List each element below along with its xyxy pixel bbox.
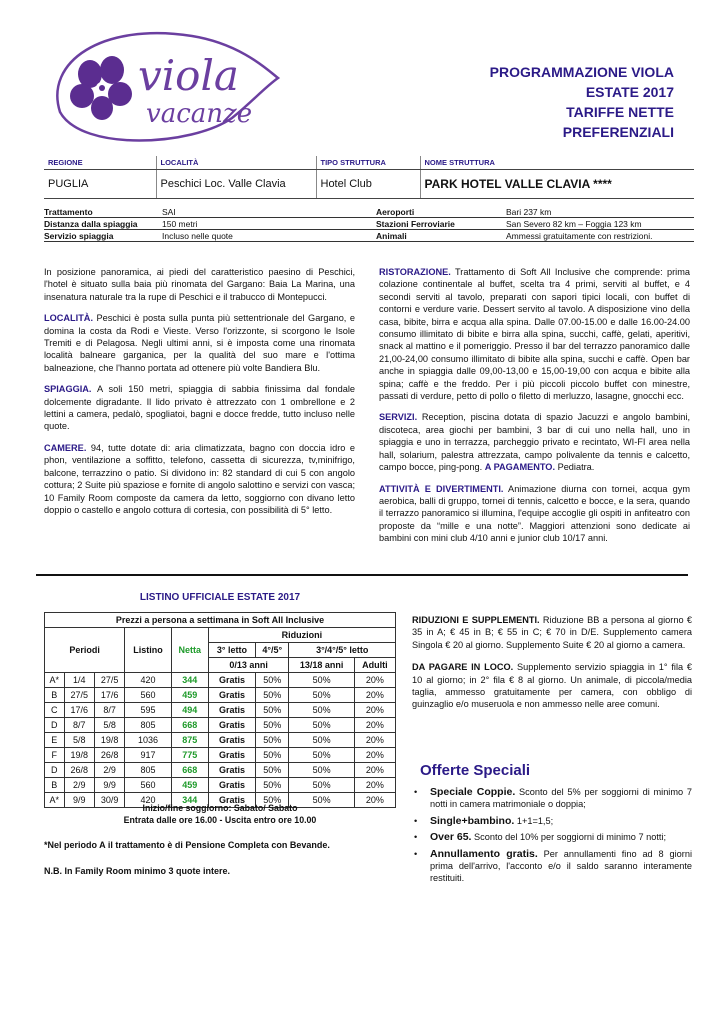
price-cell-r2: 50% bbox=[256, 733, 289, 748]
header-tipo: TIPO STRUTTURA bbox=[316, 156, 420, 170]
paragraph-text: Supplemento servizio spiaggia in 1° fila € 10 al giorno; in 2° fila € 8 al giorno. Un animale, di piccola/media taglia, ammesso gratuitamente per camera, con obbligo di guinzaglio e/o museruola e non ammesso nelle aree comuni. bbox=[412, 662, 692, 710]
price-cell-from: 17/6 bbox=[64, 703, 94, 718]
price-cell-r3: 50% bbox=[289, 748, 354, 763]
price-cell-netta: 668 bbox=[171, 718, 208, 733]
offer-text: Sconto del 5% per soggiorni di minimo 7 notti in camera matrimoniale o doppia; bbox=[430, 787, 692, 810]
price-cell-r2: 50% bbox=[256, 778, 289, 793]
header-0-13-anni: 0/13 anni bbox=[208, 658, 289, 673]
details-block bbox=[44, 206, 694, 242]
price-row bbox=[45, 688, 396, 703]
soggiorno-line: Entrata dalle ore 16.00 - Uscita entro ore 10.00 bbox=[123, 815, 317, 825]
logo-word-viola: viola bbox=[138, 51, 239, 100]
price-cell-to: 17/6 bbox=[94, 688, 124, 703]
document-title bbox=[490, 62, 674, 142]
value-localita: Peschici Loc. Valle Clavia bbox=[156, 170, 316, 199]
detail-value: SAI bbox=[162, 206, 176, 217]
price-cell-r2: 50% bbox=[256, 673, 289, 688]
price-cell-netta: 459 bbox=[171, 778, 208, 793]
paragraph-text: A soli 150 metri, spiaggia di sabbia finissima dal fondale dolcemente digradante. Il lido privato è attrezzato con 1 ombrellone e 2 lettini a camera, pedalò, spogliatoi, bagni e docce fredde, tutto incluso nelle quote. bbox=[44, 384, 355, 432]
offer-item bbox=[412, 815, 692, 827]
paragraph-riduzioni bbox=[412, 614, 692, 651]
viola-vacanze-logo bbox=[42, 22, 282, 150]
paragraph-title: ATTIVITÀ E DIVERTIMENTI. bbox=[379, 483, 504, 494]
detail-label: Trattamento bbox=[44, 206, 93, 217]
offerte-title: Offerte Speciali bbox=[420, 762, 531, 779]
price-cell-cat: D bbox=[45, 763, 65, 778]
title-line-4: PREFERENZIALI bbox=[562, 124, 674, 140]
price-cell-cat: E bbox=[45, 733, 65, 748]
price-cell-r3: 50% bbox=[289, 703, 354, 718]
price-cell-r1: Gratis bbox=[208, 688, 255, 703]
price-cell-cat: B bbox=[45, 688, 65, 703]
price-cell-to: 5/8 bbox=[94, 718, 124, 733]
price-cell-r3: 50% bbox=[289, 733, 354, 748]
price-cell-cat: A* bbox=[45, 793, 65, 808]
price-row bbox=[45, 748, 396, 763]
price-cell-from: 9/9 bbox=[64, 793, 94, 808]
price-cell-r4: 20% bbox=[354, 748, 395, 763]
paragraph-servizi bbox=[379, 411, 690, 473]
offer-name: Over 65. bbox=[430, 831, 472, 844]
detail-label: Aeroporti bbox=[376, 206, 415, 217]
paragraph-spiaggia bbox=[44, 383, 355, 433]
price-cell-listino: 560 bbox=[125, 688, 171, 703]
value-nome: PARK HOTEL VALLE CLAVIA **** bbox=[420, 170, 694, 199]
price-row bbox=[45, 763, 396, 778]
price-cell-listino: 420 bbox=[125, 673, 171, 688]
price-cell-r2: 50% bbox=[256, 748, 289, 763]
detail-value: San Severo 82 km – Foggia 123 km bbox=[506, 218, 642, 229]
price-cell-to: 2/9 bbox=[94, 763, 124, 778]
price-cell-to: 8/7 bbox=[94, 703, 124, 718]
price-cell-r1: Gratis bbox=[208, 778, 255, 793]
paragraph-ristorazione bbox=[379, 266, 690, 402]
price-cell-from: 8/7 bbox=[64, 718, 94, 733]
value-tipo: Hotel Club bbox=[316, 170, 420, 199]
paragraph-title: SPIAGGIA. bbox=[44, 384, 92, 395]
paragraph-title: RISTORAZIONE. bbox=[379, 267, 451, 277]
price-row bbox=[45, 718, 396, 733]
description-right-column bbox=[379, 266, 690, 554]
header-periodi: Periodi bbox=[45, 628, 125, 673]
bullet-icon: • bbox=[414, 815, 418, 826]
header-4-5-letto: 4°/5° bbox=[256, 643, 289, 658]
paragraph-text: Riduzione BB a persona al giorno € 35 in A; € 45 in B; € 55 in C; € 70 in D/E. Supplemento camera Singola € 20 al giorno. Supplemento Suite € 20 al giorno a camera. bbox=[412, 615, 692, 650]
price-cell-r3: 50% bbox=[289, 688, 354, 703]
detail-value: 150 metri bbox=[162, 218, 198, 229]
listino-title: LISTINO UFFICIALE ESTATE 2017 bbox=[139, 592, 301, 603]
price-row bbox=[45, 778, 396, 793]
offer-name: Speciale Coppie. bbox=[430, 786, 516, 798]
offer-text: 1+1=1,5; bbox=[514, 815, 554, 826]
detail-value: Incluso nelle quote bbox=[162, 230, 233, 241]
bullet-icon: • bbox=[414, 848, 418, 859]
price-cell-r3: 50% bbox=[289, 763, 354, 778]
price-cell-to: 30/9 bbox=[94, 793, 124, 808]
price-cell-listino: 805 bbox=[125, 763, 171, 778]
header-regione: REGIONE bbox=[44, 156, 156, 170]
paragraph-text: In posizione panoramica, ai piedi del caratteristico paesino di Peschici, l'hotel è situato sulla baia più rinomata del Gargano: Baia La Marina, una insenatura naturale tra la rupe di Peschici e il trabucco di Montepucci. bbox=[44, 267, 355, 302]
price-cell-r3: 50% bbox=[289, 778, 354, 793]
price-cell-netta: 875 bbox=[171, 733, 208, 748]
paragraph-text: Pediatra. bbox=[555, 462, 595, 473]
header-3-letto: 3° letto bbox=[208, 643, 255, 658]
price-cell-r2: 50% bbox=[256, 718, 289, 733]
price-cell-netta: 668 bbox=[171, 763, 208, 778]
paragraph-text: Peschici è posta sulla punta più settentrionale del Gargano, e domina la costa da Rodi e Vieste. Verso l'orizzonte, si scorgono le Isole Tremiti e di Pelagosa. Negli ultimi anni, si è imposta come una rinomata località balneare garganica, per la qualità del suo mare e l'ottima balneazione, che l'hanno portata ad ottenere più volte Bandiera Blu. bbox=[44, 313, 355, 373]
header-localita: LOCALITÀ bbox=[156, 156, 316, 170]
price-cell-cat: C bbox=[45, 703, 65, 718]
value-regione: PUGLIA bbox=[44, 170, 156, 199]
detail-row bbox=[44, 206, 694, 218]
detail-value: Bari 237 km bbox=[506, 206, 552, 217]
price-cell-cat: B bbox=[45, 778, 65, 793]
paragraph-da-pagare bbox=[412, 661, 692, 711]
price-cell-from: 27/5 bbox=[64, 688, 94, 703]
price-cell-netta: 775 bbox=[171, 748, 208, 763]
price-cell-listino: 917 bbox=[125, 748, 171, 763]
paragraph-title: CAMERE. bbox=[44, 442, 87, 453]
price-cell-to: 9/9 bbox=[94, 778, 124, 793]
header-3-4-5-letto: 3°/4°/5° letto bbox=[289, 643, 396, 658]
price-cell-r4: 20% bbox=[354, 703, 395, 718]
price-cell-r1: Gratis bbox=[208, 763, 255, 778]
price-cell-r2: 50% bbox=[256, 763, 289, 778]
note-periodo-a: *Nel periodo A il trattamento è di Pensione Completa con Bevande. bbox=[44, 840, 330, 850]
price-cell-cat: A* bbox=[45, 673, 65, 688]
paragraph-text: Animazione diurna con tornei, acqua gym aerobica, balli di gruppo, tornei di tennis, calcetto e bocce, e la sera, quando il terrazzo panoramico si illumina, l'equipe accoglie gli ospiti in anfiteatro con proposte da “mille e una notte”. Maggiori attenzioni sono dedicate ai bambini con mini club 4/10 anni e junior club 10/17 anni. bbox=[379, 483, 690, 544]
price-row bbox=[45, 703, 396, 718]
bullet-icon: • bbox=[414, 832, 418, 843]
paragraph-title: DA PAGARE IN LOCO. bbox=[412, 662, 514, 673]
price-cell-to: 27/5 bbox=[94, 673, 124, 688]
price-cell-r3: 50% bbox=[289, 718, 354, 733]
header-listino: Listino bbox=[125, 628, 171, 673]
price-cell-netta: 459 bbox=[171, 688, 208, 703]
price-cell-netta: 494 bbox=[171, 703, 208, 718]
offerte-list bbox=[412, 786, 692, 889]
detail-label: Distanza dalla spiaggia bbox=[44, 218, 138, 229]
price-cell-r4: 20% bbox=[354, 673, 395, 688]
offer-item bbox=[412, 786, 692, 811]
price-cell-from: 2/9 bbox=[64, 778, 94, 793]
price-cell-from: 5/8 bbox=[64, 733, 94, 748]
paragraph-text: 94, tutte dotate di: aria climatizzata, bagno con doccia idro e phon, ventilazione a soffitto, telefono, cassetta di sicurezza, tv,minifrigo, balcone, terrazzino o patio. Si dividono in: 82 standard di cui 5 con angolo cottura; 2 Suite più spaziose e fornite di angolo salottino e servizi con vasca; 10 Family Room composte da camera da letto, soggiorno con divano letto doppio o castello e angolo cottura di cortesia, con possibilità di 5° letto. bbox=[44, 442, 355, 515]
offer-text: Sconto del 10% per soggiorni di minimo 7 notti; bbox=[471, 832, 667, 843]
price-cell-cat: F bbox=[45, 748, 65, 763]
soggiorno-line: Inizio/fine soggiorno: Sabato/ Sabato bbox=[142, 803, 298, 813]
detail-row bbox=[44, 218, 694, 230]
price-cell-r1: Gratis bbox=[208, 673, 255, 688]
offer-item bbox=[412, 831, 692, 843]
price-cell-from: 1/4 bbox=[64, 673, 94, 688]
section-divider bbox=[36, 574, 688, 576]
price-cell-r1: Gratis bbox=[208, 793, 255, 808]
logo-word-vacanze: vacanze bbox=[146, 99, 253, 129]
price-cell-listino: 805 bbox=[125, 718, 171, 733]
offer-name: Single+bambino. bbox=[430, 814, 515, 827]
price-cell-r2: 50% bbox=[256, 688, 289, 703]
header-13-18-anni: 13/18 anni bbox=[289, 658, 354, 673]
price-cell-r4: 20% bbox=[354, 763, 395, 778]
paragraph-highlight: A PAGAMENTO. bbox=[484, 462, 556, 473]
bullet-icon: • bbox=[414, 787, 418, 797]
paragraph-text: Reception, piscina dotata di spazio Jacuzzi e angolo bambini, discoteca, area giochi per bambini, 3 bar di cui uno nella hall, uno in spiaggia e uno in terrazza, parcheggio privato e recintato, WI-FI area nella hall, solarium, palestra attrezzata, campo polivalente da tennis e calcetto, campo bocce, ping-pong. bbox=[379, 412, 690, 473]
price-cell-from: 19/8 bbox=[64, 748, 94, 763]
detail-value: Ammessi gratuitamente con restrizioni. bbox=[506, 230, 653, 241]
price-cell-r1: Gratis bbox=[208, 703, 255, 718]
price-row bbox=[45, 673, 396, 688]
price-cell-cat: D bbox=[45, 718, 65, 733]
paragraph-title: LOCALITÀ. bbox=[44, 313, 93, 324]
title-line-3: TARIFFE NETTE bbox=[566, 104, 674, 120]
price-cell-listino: 560 bbox=[125, 778, 171, 793]
price-cell-r1: Gratis bbox=[208, 748, 255, 763]
price-cell-listino: 1036 bbox=[125, 733, 171, 748]
paragraph-camere bbox=[44, 442, 355, 516]
paragraph-title: SERVIZI. bbox=[379, 412, 418, 423]
price-cell-r2: 50% bbox=[256, 703, 289, 718]
header-riduzioni: Riduzioni bbox=[208, 628, 395, 643]
offer-name: Annullamento gratis. bbox=[430, 847, 538, 860]
price-cell-from: 26/8 bbox=[64, 763, 94, 778]
paragraph-intro bbox=[44, 266, 355, 303]
description-left-column bbox=[44, 266, 355, 525]
note-family-room: N.B. In Family Room minimo 3 quote intere. bbox=[44, 866, 231, 876]
price-cell-netta: 344 bbox=[171, 673, 208, 688]
price-table-caption: Prezzi a persona a settimana in Soft All Inclusive bbox=[45, 613, 396, 628]
price-cell-r3: 50% bbox=[289, 793, 354, 808]
price-cell-r4: 20% bbox=[354, 718, 395, 733]
offer-item bbox=[412, 848, 692, 885]
price-table bbox=[44, 612, 396, 808]
price-cell-listino: 595 bbox=[125, 703, 171, 718]
price-cell-listino: 420 bbox=[125, 793, 171, 808]
detail-label: Stazioni Ferroviarie bbox=[376, 218, 455, 229]
price-cell-r3: 50% bbox=[289, 673, 354, 688]
title-line-2: ESTATE 2017 bbox=[585, 84, 674, 100]
price-cell-r4: 20% bbox=[354, 733, 395, 748]
flower-icon bbox=[70, 56, 132, 120]
price-cell-r4: 20% bbox=[354, 778, 395, 793]
header-adulti: Adulti bbox=[354, 658, 395, 673]
offer-text: Per annullamenti fino ad 8 giorni prima dell'arrivo, l'acconto e/o il saldo saranno interamente restituiti. bbox=[430, 848, 692, 884]
price-cell-r2: 50% bbox=[256, 793, 289, 808]
price-cell-r1: Gratis bbox=[208, 718, 255, 733]
detail-label: Servizio spiaggia bbox=[44, 230, 114, 241]
detail-row bbox=[44, 230, 694, 242]
header-nome: NOME STRUTTURA bbox=[420, 156, 694, 170]
logo-graphic bbox=[42, 22, 282, 150]
price-cell-to: 26/8 bbox=[94, 748, 124, 763]
header-netta: Netta bbox=[171, 628, 208, 673]
paragraph-title: RIDUZIONI E SUPPLEMENTI. bbox=[412, 615, 540, 625]
paragraph-attivita bbox=[379, 483, 690, 545]
price-cell-to: 19/8 bbox=[94, 733, 124, 748]
title-line-1: PROGRAMMAZIONE VIOLA bbox=[489, 64, 674, 80]
soggiorno-info bbox=[44, 802, 396, 826]
structure-info-table bbox=[44, 156, 694, 199]
detail-label: Animali bbox=[376, 230, 407, 241]
price-row bbox=[45, 733, 396, 748]
supplements-block bbox=[412, 614, 692, 721]
paragraph-localita bbox=[44, 312, 355, 374]
price-cell-r1: Gratis bbox=[208, 733, 255, 748]
price-cell-r4: 20% bbox=[354, 688, 395, 703]
price-cell-netta: 344 bbox=[171, 793, 208, 808]
paragraph-text: Trattamento di Soft All Inclusive che comprende: prima colazione continentale al buffet, scelta tra 4 primi, serviti al buffet, e 4 secondi serviti al tavolo, preparati con sapori tipici locali, con buffet di contorni e verdure varie. Dessert servito al tavolo. A disposizione vino della casa, bibite, birra e acqua alla spina. Dalle 07.00-15.00 e dalle 16.00-24.00 consumo illimitato di bibite e birra alla spina, succhi, caffè, gelati, aperitivi, snack al mattino e il pomeriggio. Presso il bar del terrazzo panoramico dalle 21,00-24,00 consumo illimitato di bibite alla spina, succhi e caffè. Open bar anche in spiaggia dalle 09,00-13,00 e 15,00-19,00 con acqua e bibite alla spina; caffè e the freddo. Per i più piccoli piccolo buffet con minestre, passati di verdure, petto di pollo o filetto di merluzzo, lasagne, gnocchi ecc. bbox=[379, 267, 690, 402]
price-cell-r4: 20% bbox=[354, 793, 395, 808]
